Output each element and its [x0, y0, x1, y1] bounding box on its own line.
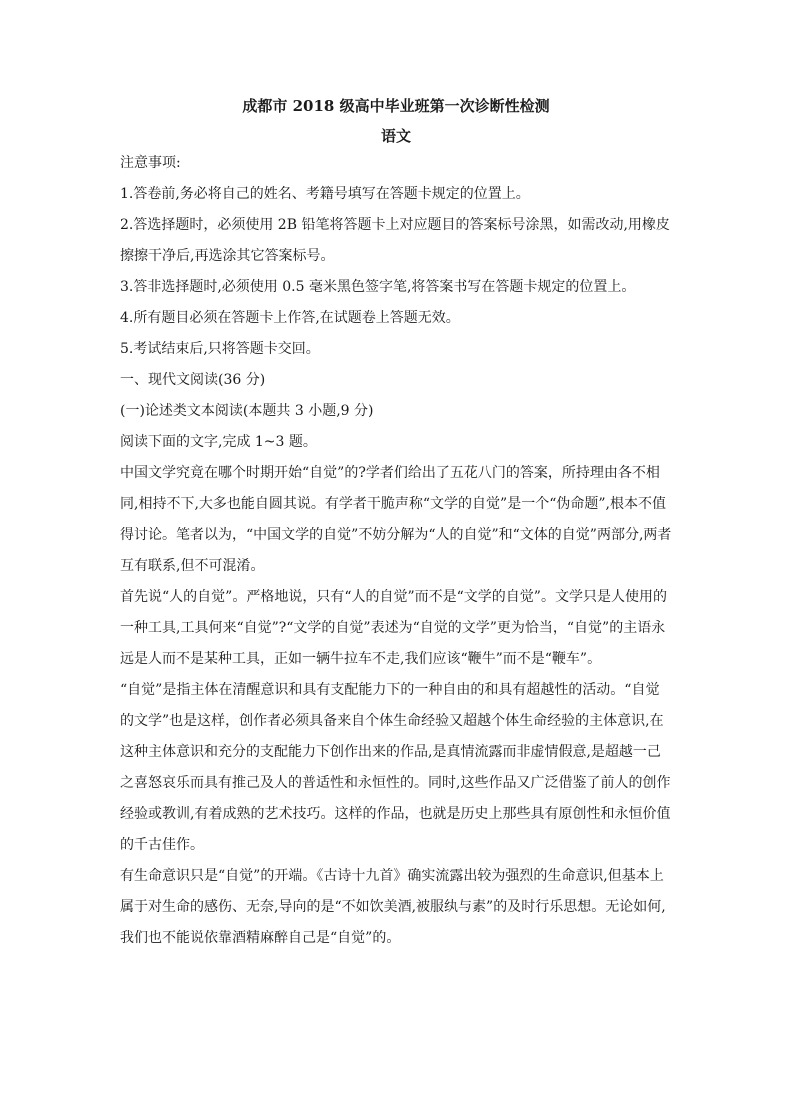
section-heading: 一、现代文阅读(36 分) — [120, 372, 266, 388]
notice-item-5: 5.考试结束后,只将答题卡交回。 — [120, 341, 320, 357]
passage-paragraph-2: 首先说“人的自觉”。严格地说，只有“人的自觉”而不是“文学的自觉”。文学只是人使用的一种工具,工具何来“自觉”?“文学的自觉”表述为“自觉的文学”更为恰当，“自觉”的主语永远是人而不是某种工具，正如一辆牛拉车不走,我们应该“鞭牛”而不是“鞭车”。 — [120, 589, 667, 667]
notice-item-1: 1.答卷前,务必将自己的姓名、考籍号填写在答题卡规定的位置上。 — [120, 186, 530, 202]
notice-heading: 注意事项: — [120, 155, 181, 171]
reading-instruction: 阅读下面的文字,完成 1~3 题。 — [120, 434, 317, 450]
exam-page — [120, 96, 672, 954]
notice-item-2: 2.答选择题时，必须使用 2B 铅笔将答题卡上对应题目的答案标号涂黑，如需改动,用橡皮擦擦干净后,再选涂其它答案标号。 — [120, 217, 670, 264]
passage-paragraph-4: 有生命意识只是“自觉”的开端。《古诗十九首》确实流露出较为强烈的生命意识,但基本上属于对生命的感伤、无奈,导向的是“不如饮美酒,被服纨与素”的及时行乐思想。无论如何,我们也不能说依靠酒精麻醉自己是“自觉”的。 — [120, 868, 666, 946]
document-title: 成都市 2018 级高中毕业班第一次诊断性检测 — [242, 97, 550, 115]
notice-item-3: 3.答非选择题时,必须使用 0.5 毫米黑色签字笔,将答案书写在答题卡规定的位置上。 — [120, 279, 636, 295]
subject-title: 语文 — [380, 127, 411, 145]
notice-item-4: 4.所有题目必须在答题卡上作答,在试题卷上答题无效。 — [120, 310, 460, 326]
passage-paragraph-1: 中国文学究竟在哪个时期开始“自觉”的?学者们给出了五花八门的答案，所持理由各不相同,相持不下,大多也能自圆其说。有学者干脆声称“文学的自觉”是一个“伪命题”,根本不值得讨论。笔者以为，“中国文学的自觉”不妨分解为“人的自觉”和“文体的自觉”两部分,两者互有联系,但不可混淆。 — [120, 465, 672, 574]
passage-paragraph-3: “自觉”是指主体在清醒意识和具有支配能力下的一种自由的和具有超越性的活动。“自觉的文学”也是这样，创作者必须具备来自个体生命经验又超越个体生命经验的主体意识,在这种主体意识和充分的支配能力下创作出来的作品,是真情流露而非虚情假意,是超越一己之喜怒哀乐而具有推己及人的普适性和永恒性的。同时,这些作品又广泛借鉴了前人的创作经验或教训,有着成熟的艺术技巧。这样的作品，也就是历史上那些具有原创性和永恒价值的千古佳作。 — [120, 682, 671, 853]
subsection-heading: (一)论述类文本阅读(本题共 3 小题,9 分) — [120, 403, 374, 419]
